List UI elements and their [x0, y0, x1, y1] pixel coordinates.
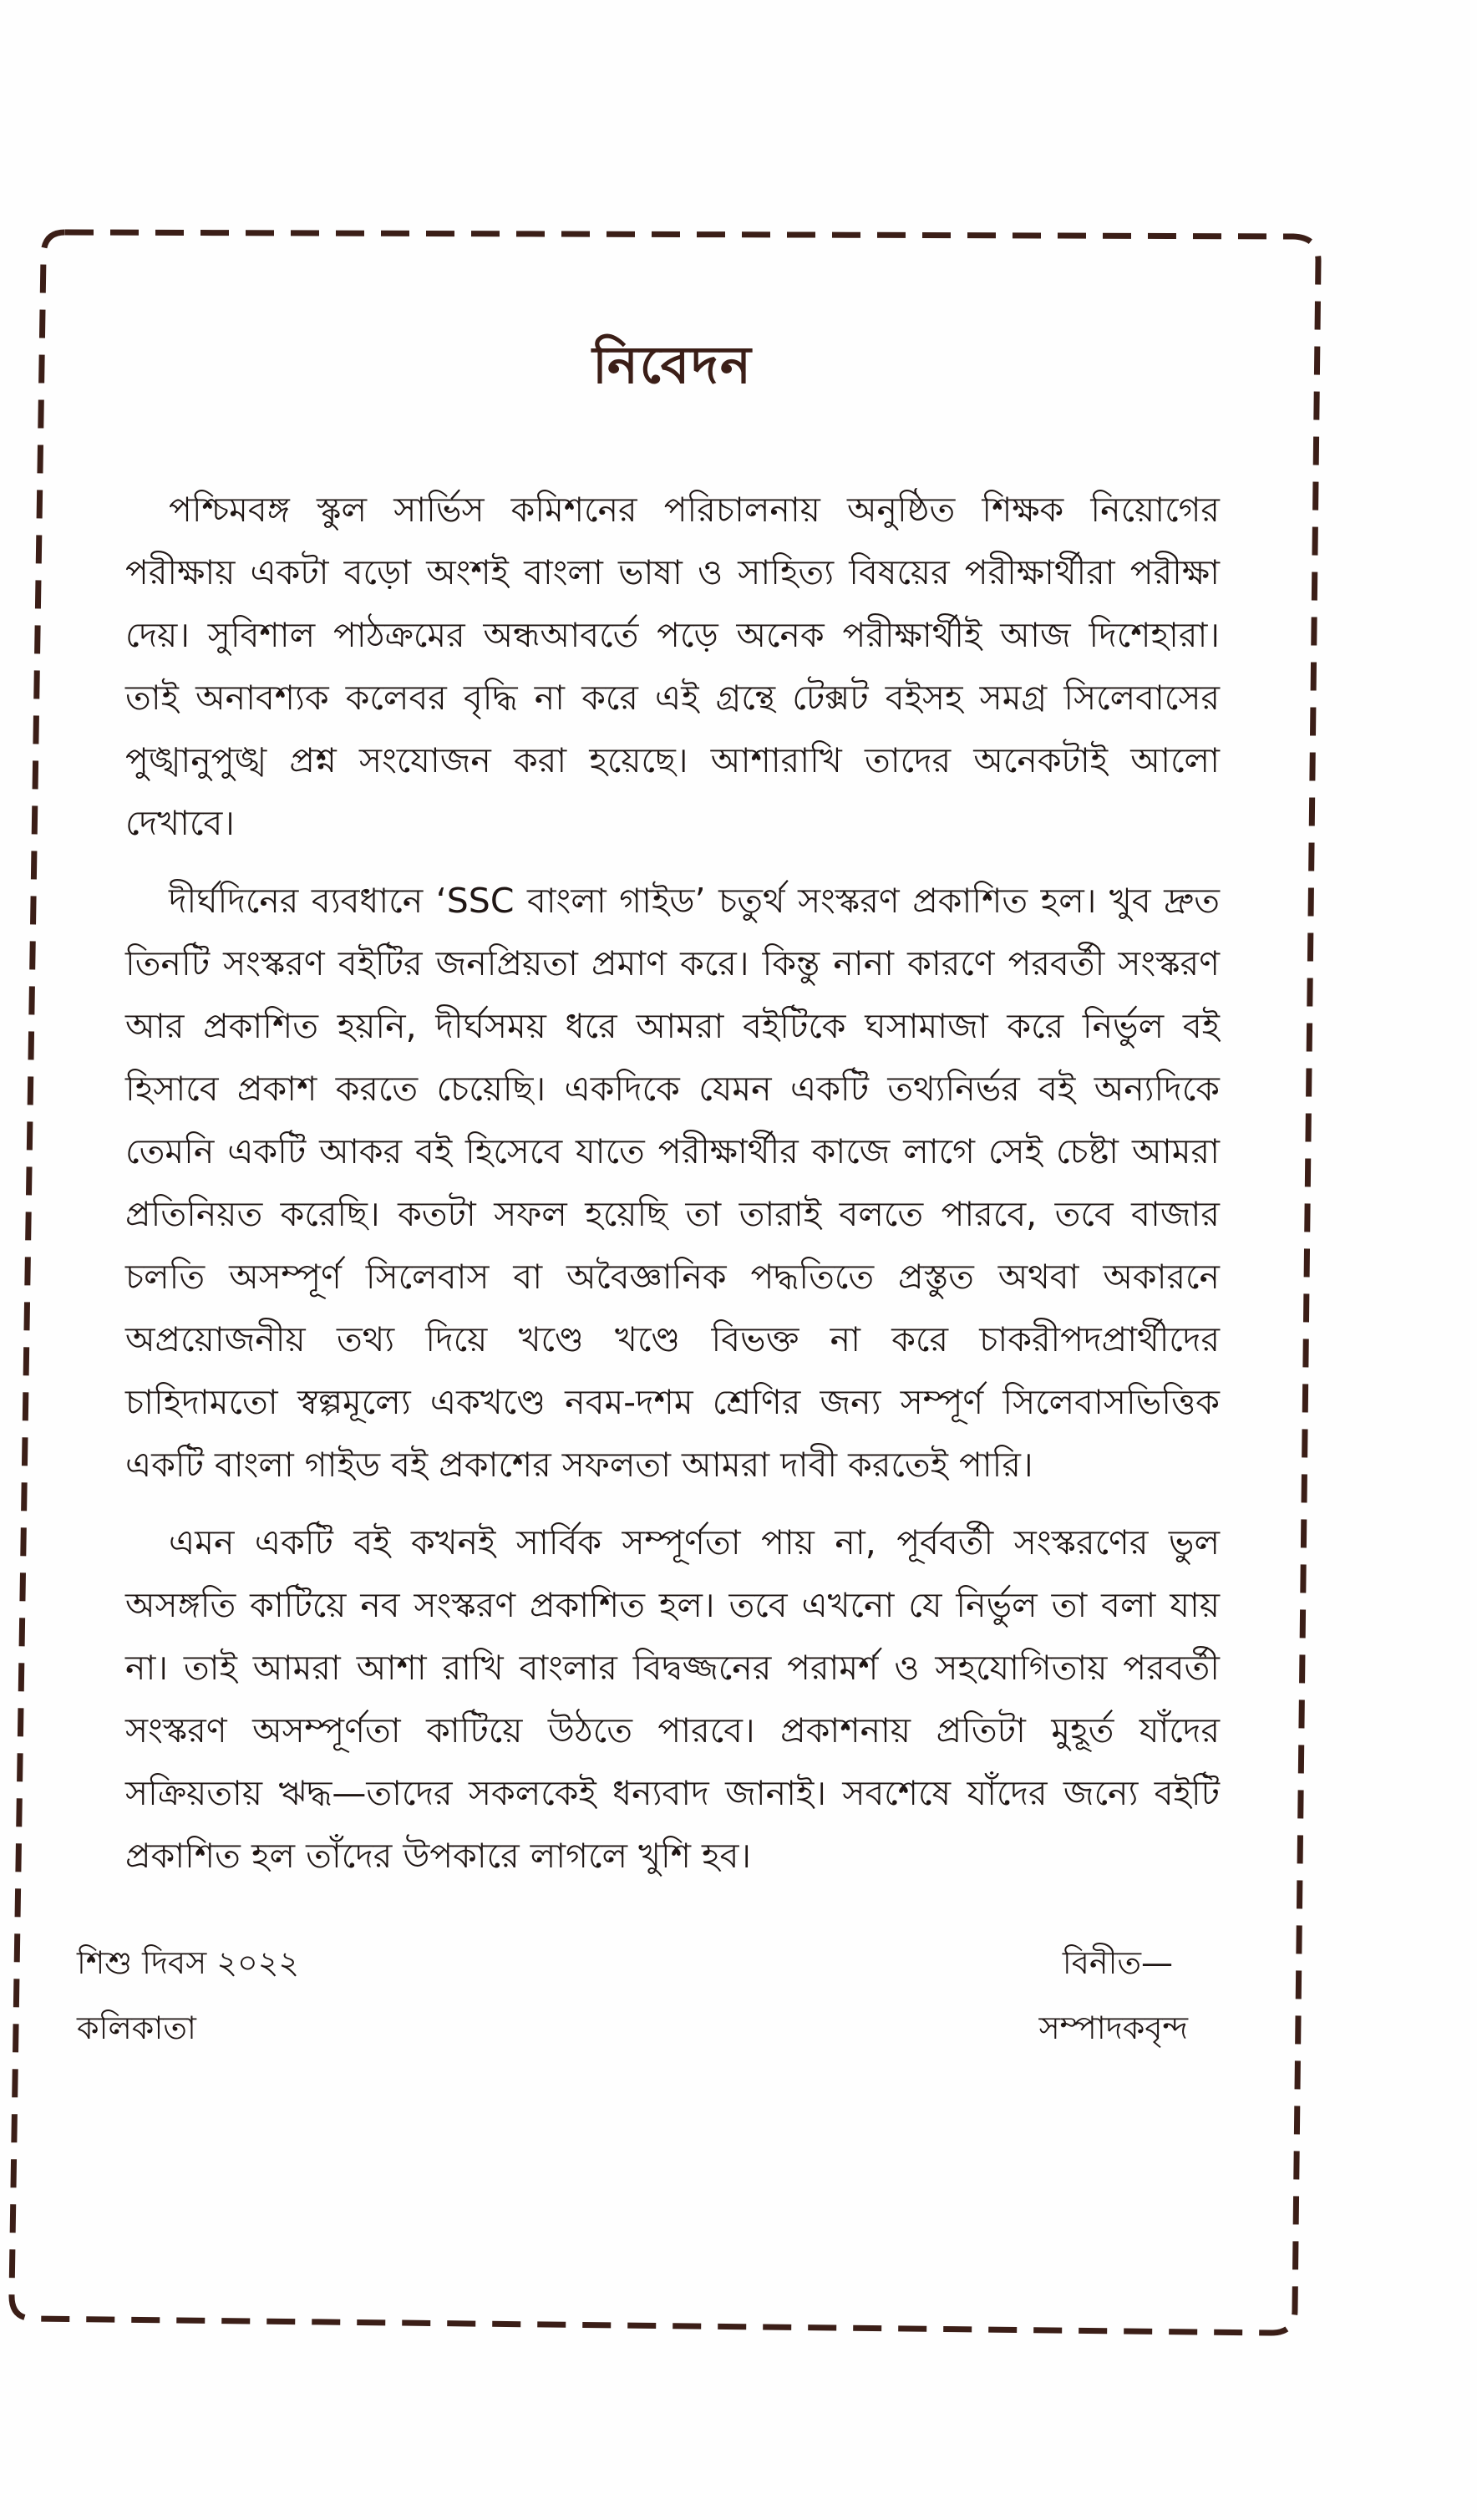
signature-block — [77, 1930, 1188, 2064]
paragraph-3: এমন একটি বই কখনই সার্বিক সম্পূর্ণতা পায় না, পূর্ববর্তী সংস্করণের ভুল অসঙ্গতি কাটিয়ে নব সংস্করণ প্রকাশিত হল। তবে এখনো যে নির্ভুল তা বলা যায় না। তাই আমরা আশা রাখি বাংলার বিদ্বজ্জনের পরামর্শ ও সহযোগিতায় পরবর্তী সংস্করণ অসম্পূর্ণতা কাটিয়ে উঠতে পারবে। প্রকাশনায় প্রতিটা মুহূর্ত যাঁদের সক্রিয়তায় ঋদ্ধ—তাদের সকলকেই ধন্যবাদ জানাই। সবশেষে যাঁদের জন্যে বইটি প্রকাশিত হল তাঁদের উপকারে লাগলে খুশি হব। — [125, 1522, 1220, 1876]
sign-off — [1039, 1930, 1188, 2060]
paragraph-1: পশ্চিমবঙ্গ স্কুল সার্ভিস কমিশনের পরিচালনায় অনুষ্ঠিত শিক্ষক নিয়োগের পরীক্ষায় একটা বড়ো অংশই বাংলা ভাষা ও সাহিত্য বিষয়ের পরীক্ষার্থীরা পরীক্ষা দেয়। সুবিশাল পাঠক্রমের অন্ধআবর্তে পড়ে অনেক পরীক্ষার্থীই আজ দিশেহারা। তাই অনাবশ্যক কলেবর বৃদ্ধি না করে এই গ্রন্থে টেক্সট বইসহ সমগ্র সিলেবাসের পুঙ্খানুপুঙ্খ প্রশ্ন সংযোজন করা হয়েছে। আশারাখি তাদের অনেকটাই আলো দেখাবে। — [125, 490, 1220, 843]
date-text: শিশু দিবস ২০২২ — [77, 1944, 300, 1981]
preface-body — [125, 326, 1220, 1903]
place-text: কলিকাতা — [77, 2009, 196, 2046]
page-title: নিবেদন — [592, 334, 753, 395]
date-place — [77, 1930, 299, 2060]
paragraph-2: দীর্ঘদিনের ব্যবধানে ‘SSC বাংলা গাইড’ চতুর্থ সংস্করণ প্রকাশিত হল। খুব দ্রুত তিনটি সংস্করণ বইটির জনপ্রিয়তা প্রমাণ করে। কিন্তু নানা কারণে পরবর্তী সংস্করণ আর প্রকাশিত হয়নি, দীর্ঘসময় ধরে আমরা বইটিকে ঘসামাজা করে নির্ভুল বই হিসাবে প্রকাশ করতে চেয়েছি। একদিকে যেমন একটি তথ্যনির্ভর বই অন্যদিকে তেমনি একটি আকর বই হিসেবে যাতে পরীক্ষার্থীর কাজে লাগে সেই চেষ্টা আমরা প্রতিনিয়ত করেছি। কতটা সফল হয়েছি তা তারাই বলতে পারবে, তবে বাজার চলতি অসম্পূর্ণ সিলেবাস বা অবৈজ্ঞানিক পদ্ধতিতে প্রস্তুত অথবা অকারনে অপ্রয়োজনীয় তথ্য দিয়ে খণ্ডে খণ্ডে বিভক্ত না করে চাকরীপদপ্রার্থীদের চাহিদামতো স্বল্পমূল্যে একখণ্ডে নবম-দশম শ্রেণির জন্য সম্পূর্ণ সিলেবাসভিত্তিক একটি বাংলা গাইড বই প্রকাশের সফলতা আমরা দাবী করতেই পারি। — [125, 881, 1220, 1485]
signature-text: সম্পাদকবৃন্দ — [1038, 2009, 1188, 2046]
closing-text: বিনীত— — [1062, 1944, 1173, 1981]
